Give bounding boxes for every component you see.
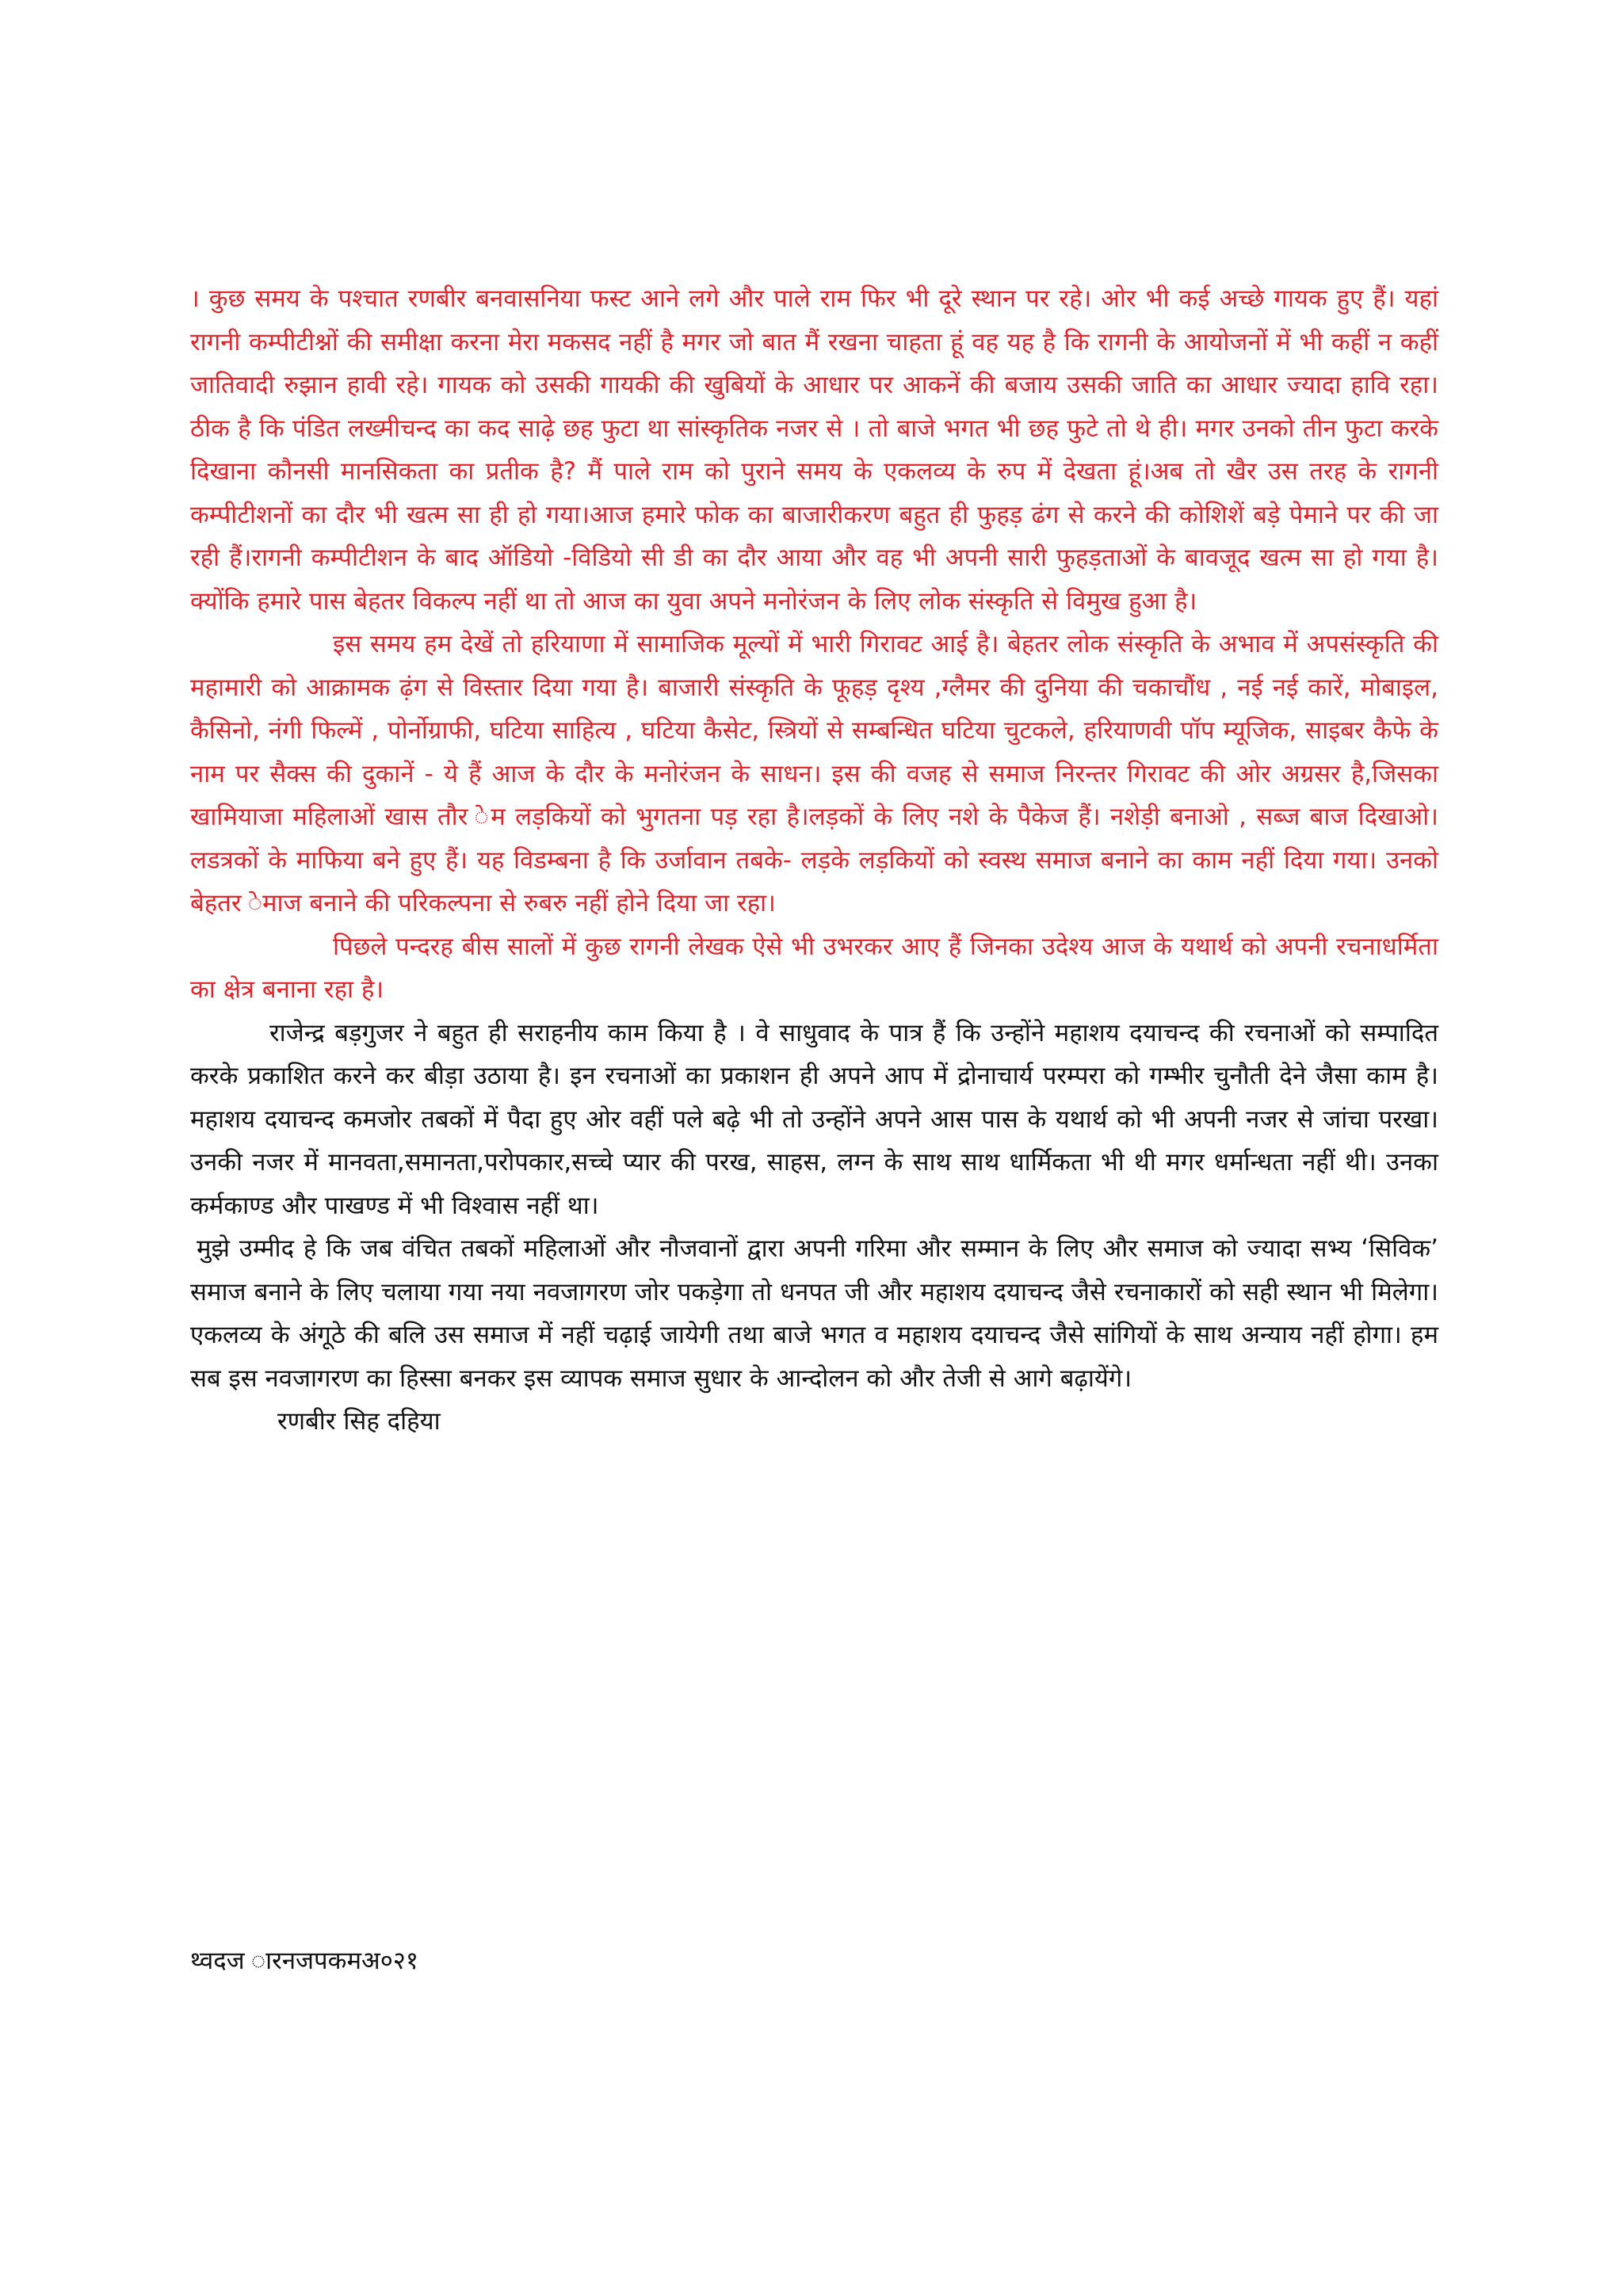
paragraph-4: राजेन्द्र बड़गुजर ने बहुत ही सराहनीय काम किया है । वे साधुवाद के पात्र हैं कि उन्होंने महाशय दयाचन्द की रचनाओं को सम्पादित करके प्रकाशित करने कर बीड़ा उठाया है। इन रचनाओं का प्रकाशन ही अपने आप में द्रोनाचार्य परम्परा को गम्भीर चुनौती देने जैसा काम है। महाशय दयाचन्द कमजोर तबकों में पैदा हुए ओर वहीं पले बढ़े भी तो उन्होंने अपने आस पास के यथार्थ को भी अपनी नजर से जांचा परखा। उनकी नजर में मानवता,समानता,परोपकार,सच्चे प्यार की परख, साहस, लग्न के साथ साथ धार्मिकता भी थी मगर धर्मान्धता नहीं थी। उनका कर्मकाण्ड और पाखण्ड में भी विश्वास नहीं था। — [190, 1018, 1438, 1220]
paragraph-2: इस समय हम देखें तो हरियाणा में सामाजिक मूल्यों में भारी गिरावट आई है। बेहतर लोक संस्कृति के अभाव में अपसंस्कृति की महामारी को आक्रामक ढ़ंग से विस्तार दिया गया है। बाजारी संस्कृति के फूहड़ दृश्य ,ग्लैमर की दुनिया की चकाचौंध , नई नई कारें, मोबाइल, कैसिनो, नंगी फिल्में , पोर्नोग्राफी, घटिया साहित्य , घटिया कैसेट, स्त्रियों से सम्बन्धित घटिया चुटकले, हरियाणवी पॉप म्यूजिक, साइबर कैफे के नाम पर सैक्स की दुकानें - ये हैं आज के दौर के मनोरंजन के साधन। इस की वजह से समाज निरन्तर गिरावट की ओर अग्रसर है,जिसका खामियाजा महिलाओं खास तौर ेम लड़कियों को भुगतना पड़ रहा है।लड़कों के लिए नशे के पैकेज हैं। नशेड़ी बनाओ , सब्ज बाज दिखाओ। लडत्रकों के माफिया बने हुए हैं। यह विडम्बना है कि उर्जावान तबके- लड़के लड़कियों को स्वस्थ समाज बनाने का काम नहीं दिया गया। उनको बेहतर ेमाज बनाने की परिकल्पना से रुबरु नहीं होने दिया जा रहा। — [190, 630, 1438, 917]
footer-code: थ्वदज ारनजपकमअ०२१ — [190, 1947, 419, 1975]
document-body — [190, 277, 1438, 1444]
author-signature: रणबीर सिह दहिया — [277, 1407, 441, 1436]
paragraph-5: मुझे उम्मीद हे कि जब वंचित तबकों महिलाओं और नौजवानों द्वारा अपनी गरिमा और सम्मान के लिए और समाज को ज्यादा सभ्य ‘सिविक’ समाज बनाने के लिए चलाया गया नया नवजागरण जोर पकड़ेगा तो धनपत जी और महाशय दयाचन्द जैसे रचनाकारों को सही स्थान भी मिलेगा। एकलव्य के अंगूठे की बलि उस समाज में नहीं चढ़ाई जायेगी तथा बाजे भगत व महाशय दयाचन्द जैसे सांगियों के साथ अन्याय नहीं होगा। हम सब इस नवजागरण का हिस्सा बनकर इस व्यापक समाज सुधार के आन्दोलन को और तेजी से आगे बढ़ायेंगे। — [190, 1234, 1438, 1393]
paragraph-1: । कुछ समय के पश्चात रणबीर बनवासनिया फस्ट आने लगे और पाले राम फिर भी दूरे स्थान पर रहे। ओर भी कई अच्छे गायक हुए हैं। यहां रागनी कम्पीटीश्नों की समीक्षा करना मेरा मकसद नहीं है मगर जो बात मैं रखना चाहता हूं वह यह है कि रागनी के आयोजनों में भी कहीं न कहीं जातिवादी रुझान हावी रहे। गायक को उसकी गायकी की खुबियों के आधार पर आकनें की बजाय उसकी जाति का आधार ज्यादा हावि रहा। ठीक है कि पंडित लख्मीचन्द का कद साढ़े छह फुटा था सांस्कृतिक नजर से । तो बाजे भगत भी छह फुटे तो थे ही। मगर उनको तीन फुटा करके दिखाना कौनसी मानसिकता का प्रतीक है? मैं पाले राम को पुराने समय के एकलव्य के रुप में देखता हूं।अब तो खैर उस तरह के रागनी कम्पीटीशनों का दौर भी खत्म सा ही हो गया।आज हमारे फोक का बाजारीकरण बहुत ही फुहड़ ढंग से करने की कोशिशें बड़े पेमाने पर की जा रही हैं।रागनी कम्पीटीशन के बाद ऑडियो -विडियो सी डी का दौर आया और वह भी अपनी सारी फुहड़ताओं के बावजूद खत्म सा हो गया है। क्योंकि हमारे पास बेहतर विकल्प नहीं था तो आज का युवा अपने मनोरंजन के लिए लोक संस्कृति से विमुख हुआ है। — [190, 284, 1438, 616]
paragraph-3: पिछले पन्दरह बीस सालों में कुछ रागनी लेखक ऐसे भी उभरकर आए हैं जिनका उदेश्य आज के यथार्थ को अपनी रचनाधर्मिता का क्षेत्र बनाना रहा है। — [190, 932, 1438, 1004]
